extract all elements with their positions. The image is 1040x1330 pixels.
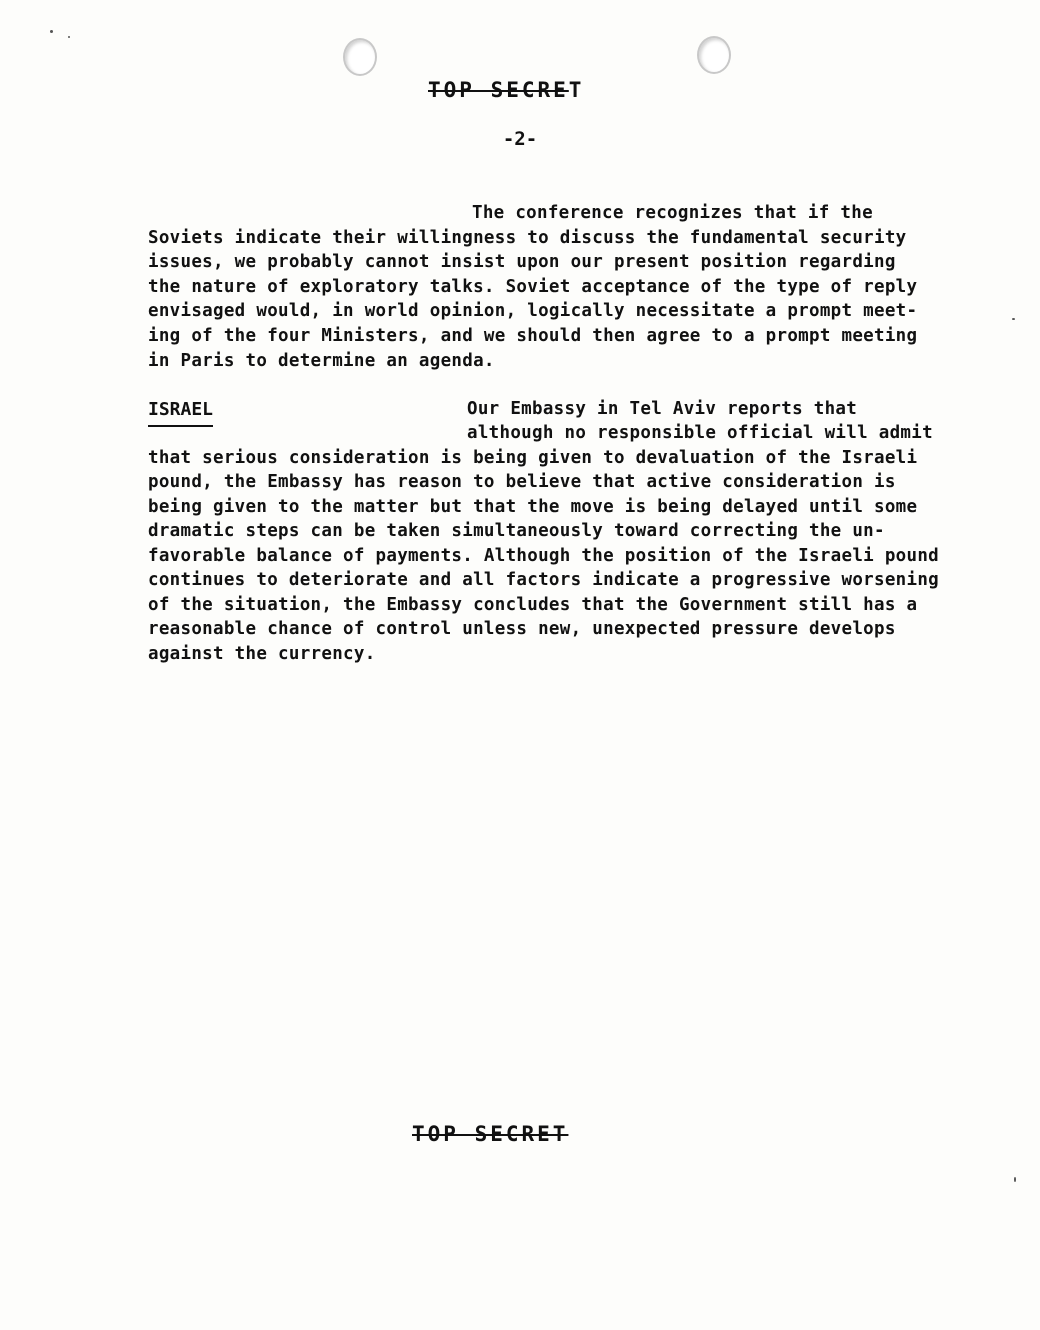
scan-speck — [1012, 318, 1015, 320]
header-classification-tail: T — [568, 78, 585, 102]
paragraph-line: Our Embassy in Tel Aviv reports that — [467, 399, 858, 419]
paragraph-line: pound, the Embassy has reason to believe that active consideration is — [148, 472, 896, 492]
paragraph-line: in Paris to determine an agenda. — [148, 351, 495, 371]
paragraph-line: reasonable chance of control unless new, unexpected pressure develops — [148, 619, 896, 639]
scan-speck — [68, 36, 70, 38]
paragraph-line: Soviets indicate their willingness to discuss the fundamental security — [148, 228, 907, 248]
footer-classification-struck: TOP SECRET — [412, 1122, 569, 1146]
header-classification-struck: TOP SECRE — [428, 78, 569, 102]
paragraph-line: envisaged would, in world opinion, logically necessitate a prompt meet- — [148, 301, 918, 321]
paragraph-line: the nature of exploratory talks. Soviet acceptance of the type of reply — [148, 277, 918, 297]
paragraph-line: of the situation, the Embassy concludes that the Government still has a — [148, 595, 918, 615]
paragraph-line: ing of the four Ministers, and we should then agree to a prompt meeting — [148, 326, 918, 346]
paragraph-line: dramatic steps can be taken simultaneously toward correcting the un- — [148, 521, 885, 541]
paragraph-line: that serious consideration is being given to devaluation of the Israeli — [148, 448, 918, 468]
paragraph-line: continues to deteriorate and all factors indicate a progressive worsening — [148, 570, 940, 590]
section-heading-israel: ISRAEL — [148, 398, 213, 427]
punch-hole-right — [697, 36, 731, 74]
paragraph-line: being given to the matter but that the move is being delayed until some — [148, 497, 918, 517]
paragraph-line: issues, we probably cannot insist upon our present position regarding — [148, 252, 896, 272]
page-number: -2- — [502, 128, 538, 150]
paragraph-line: against the currency. — [148, 644, 376, 664]
paragraph-line: favorable balance of payments. Although the position of the Israeli pound — [148, 546, 940, 566]
scan-speck — [50, 30, 53, 33]
scan-speck — [1014, 1177, 1016, 1182]
paragraph-line: although no responsible official will admit — [467, 423, 933, 443]
punch-hole-left — [343, 38, 377, 76]
paragraph-line: The conference recognizes that if the — [472, 203, 873, 223]
footer-classification — [412, 1122, 568, 1146]
header-classification — [428, 78, 584, 102]
